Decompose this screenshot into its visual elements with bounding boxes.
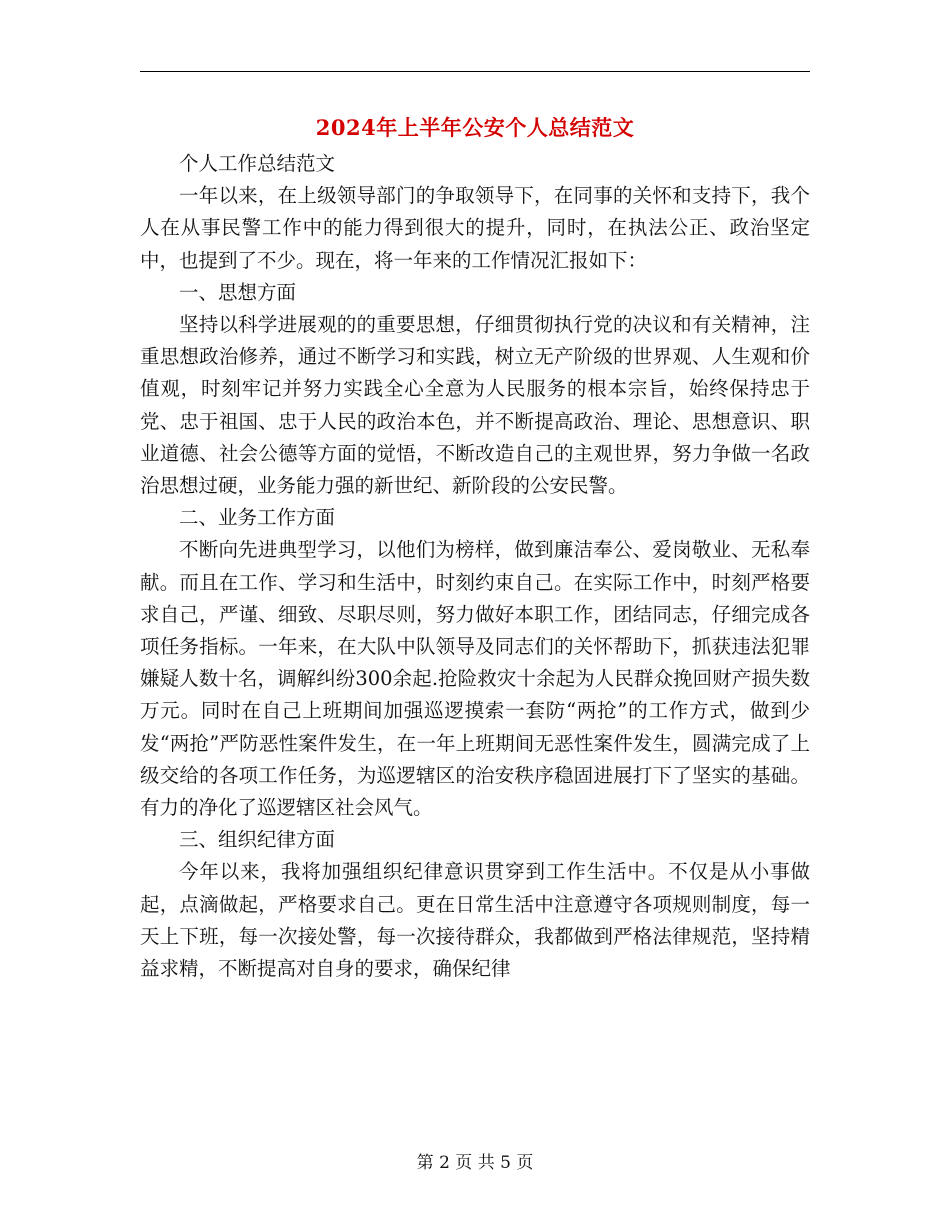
section-heading-work: 二、业务工作方面 bbox=[179, 506, 336, 530]
document-body bbox=[140, 148, 810, 985]
paragraph-intro: 一年以来，在上级领导部门的争取领导下，在同事的关怀和支持下，我个人在从事民警工作中的能力得到很大的提升，同时，在执法公正、政治坚定中，也提到了不少。现在，将一年来的工作情况汇报如下： bbox=[140, 184, 810, 272]
paragraph-discipline: 今年以来，我将加强组织纪律意识贯穿到工作生活中。不仅是从小事做起，点滴做起，严格要求自己。更在日常生活中注意遵守各项规则制度，每一天上下班，每一次接处警，每一次接待群众，我都做到严格法律规范，坚持精益求精，不断提高对自身的要求，确保纪律 bbox=[140, 860, 810, 981]
page-number: 第 2 页 共 5 页 bbox=[416, 1153, 534, 1173]
section-heading-discipline: 三、组织纪律方面 bbox=[179, 828, 336, 852]
paragraph-work: 不断向先进典型学习，以他们为榜样，做到廉洁奉公、爱岗敬业、无私奉献。而且在工作、学习和生活中，时刻约束自己。在实际工作中，时刻严格要求自己，严谨、细致、尽职尽则，努力做好本职工作，团结同志，仔细完成各项任务指标。一年来，在大队中队领导及同志们的关怀帮助下，抓获违法犯罪嫌疑人数十名，调解纠纷300余起.抢险救灾十余起为人民群众挽回财产损失数万元。同时在自己上班期间加强巡逻摸索一套防“两抢”的工作方式，做到少发“两抢”严防恶性案件发生，在一年上班期间无恶性案件发生，圆满完成了上级交给的各项工作任务，为巡逻辖区的治安秩序稳固进展打下了坚实的基础。有力的净化了巡逻辖区社会风气。 bbox=[140, 538, 810, 820]
section-heading-thought: 一、思想方面 bbox=[179, 280, 297, 304]
document-title: 2024年上半年公安个人总结范文 bbox=[315, 115, 635, 140]
paragraph-thought: 坚持以科学进展观的的重要思想，仔细贯彻执行党的决议和有关精神，注重思想政治修养，通过不断学习和实践，树立无产阶级的世界观、人生观和价值观，时刻牢记并努力实践全心全意为人民服务的根本宗旨，始终保持忠于党、忠于祖国、忠于人民的政治本色，并不断提高政治、理论、思想意识、职业道德、社会公德等方面的觉悟，不断改造自己的主观世界，努力争做一名政治思想过硬，业务能力强的新世纪、新阶段的公安民警。 bbox=[140, 313, 810, 498]
header-rule bbox=[140, 71, 810, 72]
paragraph-subtitle: 个人工作总结范文 bbox=[179, 152, 336, 175]
